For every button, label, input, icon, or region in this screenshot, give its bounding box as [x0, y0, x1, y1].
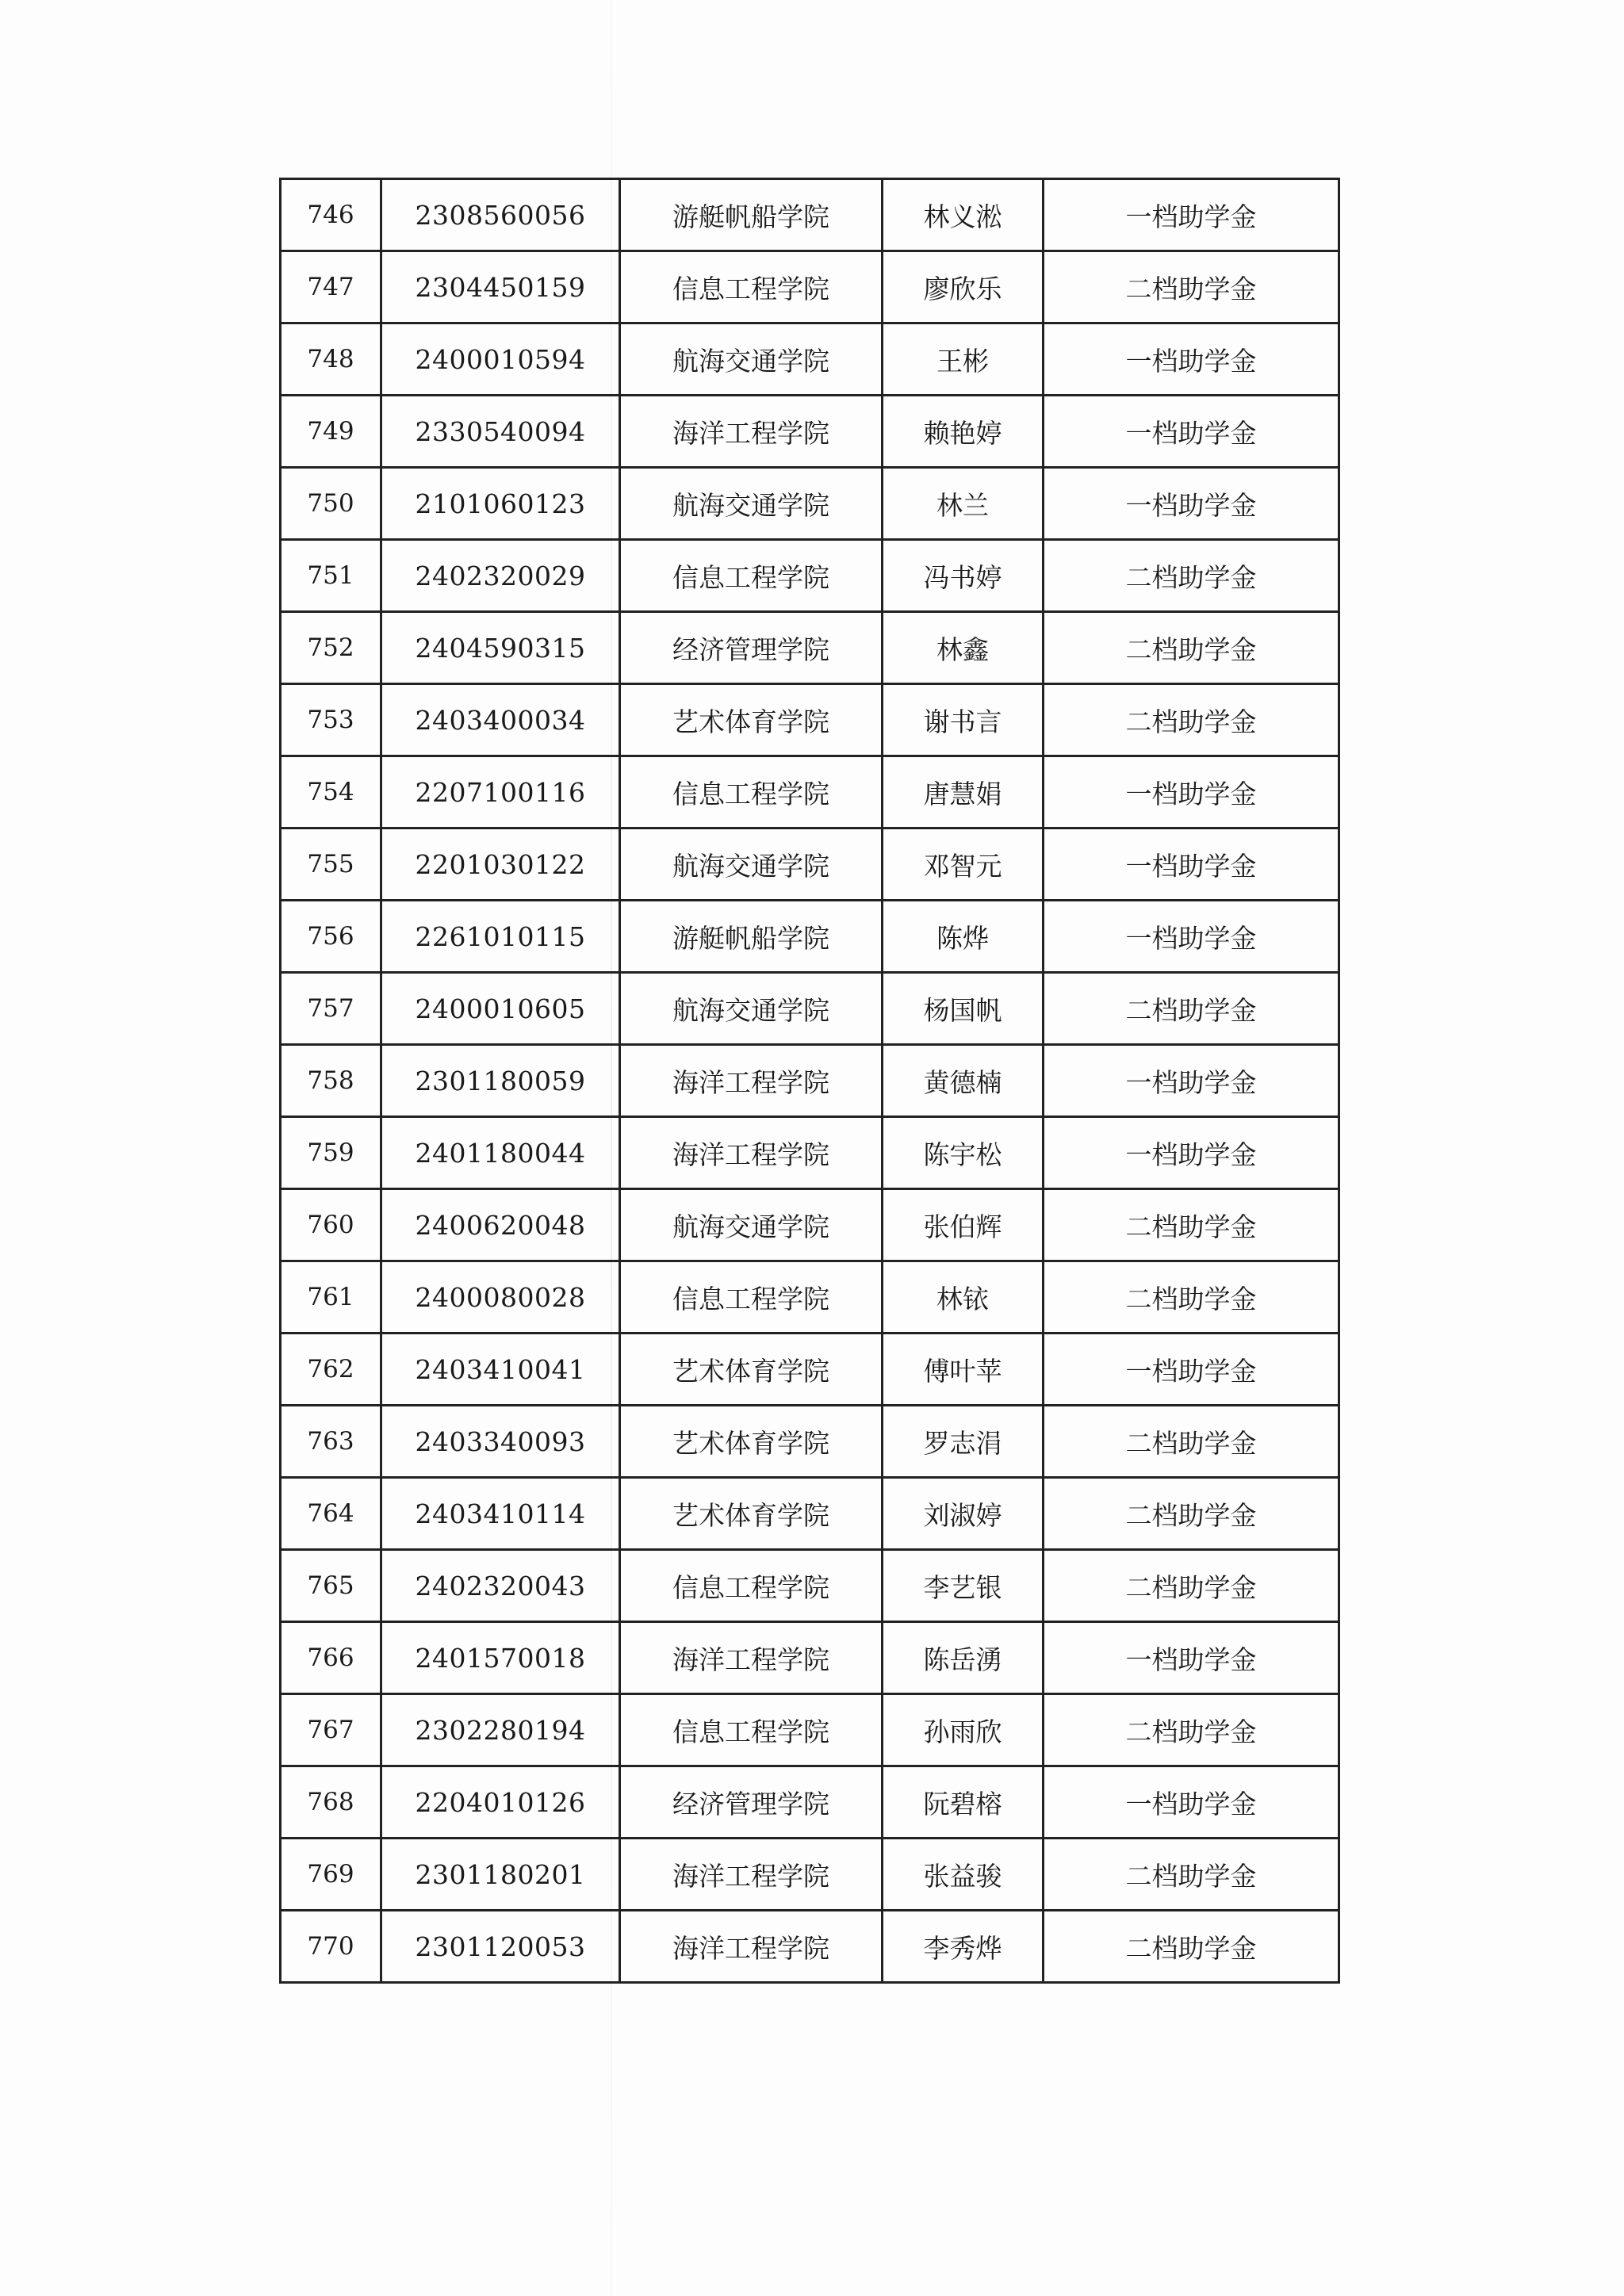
student-id-cell: 2400010594 [381, 323, 620, 396]
college-cell: 艺术体育学院 [620, 684, 883, 756]
grant-type-cell: 一档助学金 [1044, 1766, 1339, 1839]
college-cell: 游艇帆船学院 [620, 179, 883, 251]
grant-type-cell: 二档助学金 [1044, 1189, 1339, 1261]
student-id-cell: 2403410114 [381, 1478, 620, 1550]
table-row [281, 1622, 1339, 1694]
roster-table-body [281, 179, 1339, 1983]
student-name-cell: 林铱 [883, 1261, 1044, 1334]
college-cell: 信息工程学院 [620, 1550, 883, 1622]
college-cell: 航海交通学院 [620, 468, 883, 540]
student-id-cell: 2261010115 [381, 901, 620, 973]
college-cell: 海洋工程学院 [620, 1911, 883, 1983]
college-cell: 海洋工程学院 [620, 396, 883, 468]
table-row [281, 973, 1339, 1045]
student-id-cell: 2304450159 [381, 251, 620, 323]
student-name-cell: 张伯辉 [883, 1189, 1044, 1261]
table-row [281, 684, 1339, 756]
college-cell: 经济管理学院 [620, 1766, 883, 1839]
grant-type-cell: 二档助学金 [1044, 612, 1339, 684]
student-name-cell: 赖艳婷 [883, 396, 1044, 468]
student-name-cell: 林兰 [883, 468, 1044, 540]
grant-type-cell: 二档助学金 [1044, 1694, 1339, 1766]
seq-cell: 747 [281, 251, 381, 323]
student-id-cell: 2401180044 [381, 1117, 620, 1189]
student-name-cell: 陈烨 [883, 901, 1044, 973]
student-id-cell: 2401570018 [381, 1622, 620, 1694]
grant-type-cell: 一档助学金 [1044, 828, 1339, 901]
table-row [281, 1766, 1339, 1839]
college-cell: 艺术体育学院 [620, 1406, 883, 1478]
seq-cell: 750 [281, 468, 381, 540]
table-row [281, 1694, 1339, 1766]
table-row [281, 396, 1339, 468]
grant-type-cell: 二档助学金 [1044, 540, 1339, 612]
seq-cell: 768 [281, 1766, 381, 1839]
table-row [281, 1478, 1339, 1550]
seq-cell: 756 [281, 901, 381, 973]
student-id-cell: 2301180201 [381, 1839, 620, 1911]
student-name-cell: 陈宇松 [883, 1117, 1044, 1189]
college-cell: 游艇帆船学院 [620, 901, 883, 973]
college-cell: 海洋工程学院 [620, 1117, 883, 1189]
student-name-cell: 罗志涓 [883, 1406, 1044, 1478]
student-id-cell: 2302280194 [381, 1694, 620, 1766]
student-name-cell: 张益骏 [883, 1839, 1044, 1911]
table-row [281, 323, 1339, 396]
student-name-cell: 杨国帆 [883, 973, 1044, 1045]
grant-type-cell: 二档助学金 [1044, 684, 1339, 756]
student-id-cell: 2301120053 [381, 1911, 620, 1983]
college-cell: 海洋工程学院 [620, 1622, 883, 1694]
grant-type-cell: 一档助学金 [1044, 323, 1339, 396]
student-name-cell: 林鑫 [883, 612, 1044, 684]
student-name-cell: 刘淑婷 [883, 1478, 1044, 1550]
seq-cell: 760 [281, 1189, 381, 1261]
seq-cell: 752 [281, 612, 381, 684]
student-name-cell: 孙雨欣 [883, 1694, 1044, 1766]
table-row [281, 901, 1339, 973]
college-cell: 航海交通学院 [620, 1189, 883, 1261]
student-id-cell: 2301180059 [381, 1045, 620, 1117]
college-cell: 航海交通学院 [620, 828, 883, 901]
college-cell: 艺术体育学院 [620, 1478, 883, 1550]
student-id-cell: 2402320029 [381, 540, 620, 612]
seq-cell: 753 [281, 684, 381, 756]
grant-type-cell: 二档助学金 [1044, 1261, 1339, 1334]
seq-cell: 770 [281, 1911, 381, 1983]
seq-cell: 769 [281, 1839, 381, 1911]
table-row [281, 1117, 1339, 1189]
grant-type-cell: 一档助学金 [1044, 1334, 1339, 1406]
grant-type-cell: 一档助学金 [1044, 1622, 1339, 1694]
student-id-cell: 2403340093 [381, 1406, 620, 1478]
table-row [281, 540, 1339, 612]
seq-cell: 755 [281, 828, 381, 901]
student-id-cell: 2308560056 [381, 179, 620, 251]
grant-type-cell: 一档助学金 [1044, 901, 1339, 973]
student-id-cell: 2404590315 [381, 612, 620, 684]
seq-cell: 758 [281, 1045, 381, 1117]
student-id-cell: 2400080028 [381, 1261, 620, 1334]
seq-cell: 754 [281, 756, 381, 828]
grant-type-cell: 二档助学金 [1044, 1406, 1339, 1478]
student-name-cell: 李艺银 [883, 1550, 1044, 1622]
student-name-cell: 廖欣乐 [883, 251, 1044, 323]
grant-type-cell: 一档助学金 [1044, 396, 1339, 468]
grant-type-cell: 二档助学金 [1044, 251, 1339, 323]
table-row [281, 1261, 1339, 1334]
grant-type-cell: 二档助学金 [1044, 1911, 1339, 1983]
student-name-cell: 阮碧榕 [883, 1766, 1044, 1839]
college-cell: 海洋工程学院 [620, 1839, 883, 1911]
grant-type-cell: 一档助学金 [1044, 1045, 1339, 1117]
college-cell: 信息工程学院 [620, 540, 883, 612]
college-cell: 经济管理学院 [620, 612, 883, 684]
seq-cell: 759 [281, 1117, 381, 1189]
table-row [281, 612, 1339, 684]
college-cell: 信息工程学院 [620, 1694, 883, 1766]
seq-cell: 762 [281, 1334, 381, 1406]
grant-type-cell: 一档助学金 [1044, 179, 1339, 251]
grant-type-cell: 二档助学金 [1044, 973, 1339, 1045]
college-cell: 信息工程学院 [620, 251, 883, 323]
seq-cell: 761 [281, 1261, 381, 1334]
student-name-cell: 陈岳湧 [883, 1622, 1044, 1694]
grant-type-cell: 二档助学金 [1044, 1550, 1339, 1622]
student-name-cell: 黄德楠 [883, 1045, 1044, 1117]
table-row [281, 1550, 1339, 1622]
student-name-cell: 唐慧娟 [883, 756, 1044, 828]
student-id-cell: 2101060123 [381, 468, 620, 540]
seq-cell: 751 [281, 540, 381, 612]
seq-cell: 763 [281, 1406, 381, 1478]
table-row [281, 828, 1339, 901]
seq-cell: 749 [281, 396, 381, 468]
student-id-cell: 2400620048 [381, 1189, 620, 1261]
student-id-cell: 2403400034 [381, 684, 620, 756]
student-name-cell: 傅叶苹 [883, 1334, 1044, 1406]
seq-cell: 767 [281, 1694, 381, 1766]
table-row [281, 1334, 1339, 1406]
college-cell: 艺术体育学院 [620, 1334, 883, 1406]
student-name-cell: 谢书言 [883, 684, 1044, 756]
student-name-cell: 王彬 [883, 323, 1044, 396]
college-cell: 信息工程学院 [620, 756, 883, 828]
student-name-cell: 冯书婷 [883, 540, 1044, 612]
student-name-cell: 林义淞 [883, 179, 1044, 251]
college-cell: 航海交通学院 [620, 973, 883, 1045]
table-row [281, 179, 1339, 251]
grant-type-cell: 一档助学金 [1044, 468, 1339, 540]
college-cell: 海洋工程学院 [620, 1045, 883, 1117]
table-row [281, 468, 1339, 540]
student-name-cell: 邓智元 [883, 828, 1044, 901]
table-row [281, 1406, 1339, 1478]
table-row [281, 1189, 1339, 1261]
student-id-cell: 2204010126 [381, 1766, 620, 1839]
student-id-cell: 2400010605 [381, 973, 620, 1045]
table-row [281, 1911, 1339, 1983]
student-id-cell: 2201030122 [381, 828, 620, 901]
table-row [281, 1045, 1339, 1117]
table-row [281, 756, 1339, 828]
college-cell: 信息工程学院 [620, 1261, 883, 1334]
seq-cell: 748 [281, 323, 381, 396]
grant-type-cell: 二档助学金 [1044, 1839, 1339, 1911]
student-id-cell: 2207100116 [381, 756, 620, 828]
student-id-cell: 2330540094 [381, 396, 620, 468]
grant-type-cell: 一档助学金 [1044, 756, 1339, 828]
student-id-cell: 2403410041 [381, 1334, 620, 1406]
grant-type-cell: 一档助学金 [1044, 1117, 1339, 1189]
scholarship-roster-table [279, 178, 1340, 1984]
grant-type-cell: 二档助学金 [1044, 1478, 1339, 1550]
seq-cell: 757 [281, 973, 381, 1045]
student-name-cell: 李秀烨 [883, 1911, 1044, 1983]
table-row [281, 251, 1339, 323]
student-id-cell: 2402320043 [381, 1550, 620, 1622]
seq-cell: 764 [281, 1478, 381, 1550]
seq-cell: 746 [281, 179, 381, 251]
seq-cell: 766 [281, 1622, 381, 1694]
seq-cell: 765 [281, 1550, 381, 1622]
college-cell: 航海交通学院 [620, 323, 883, 396]
table-row [281, 1839, 1339, 1911]
